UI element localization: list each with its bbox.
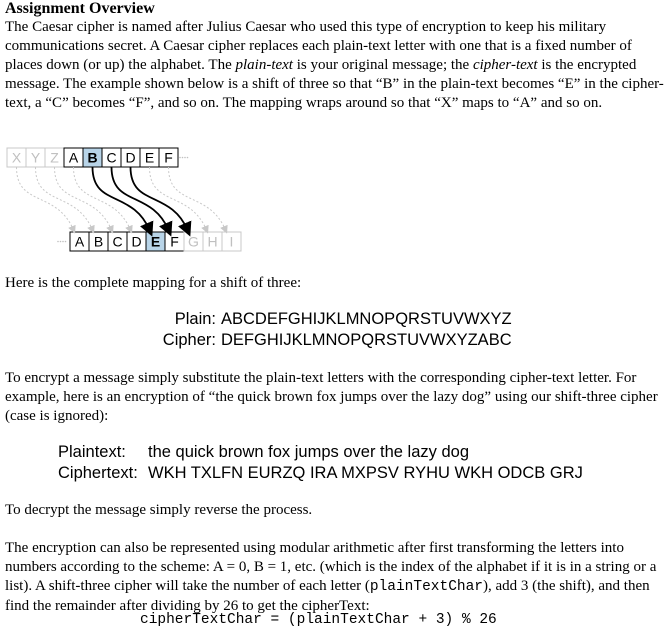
encrypt-paragraph: To encrypt a message simply substitute the plain-text letters with the corresponding cipher-text letter. For example, here is an encryption of “the quick brown fox jumps over the lazy dog” using our shift-three cipher (case is ignored): [5, 370, 658, 424]
shift-arrow [150, 167, 207, 230]
plain-row-letter-c: C [106, 149, 117, 166]
caesar-shift-diagram [5, 146, 275, 258]
plain-row-ellipsis-dot [184, 157, 186, 159]
cipher-row-letter-b: B [93, 233, 104, 250]
cipher-row-letter-f: F [170, 233, 179, 250]
cipher-row-ellipsis-dot [57, 241, 59, 243]
formula: cipherTextChar = (plainTextChar + 3) % 26 [140, 612, 497, 628]
shift-arrow [74, 167, 131, 230]
shift-arrow [17, 167, 74, 230]
shift-arrow [36, 167, 93, 230]
plain-row-letter-y: Y [30, 149, 41, 166]
mapping-intro: Here is the complete mapping for a shift of three: [5, 275, 302, 291]
plain-alphabet: ABCDEFGHIJKLMNOPQRSTUVWXYZ [221, 310, 512, 328]
cipher-row-ellipsis-dot [60, 241, 62, 243]
plain-label: Plain: [174, 310, 216, 328]
ciphertext-label: Ciphertext: [58, 464, 138, 482]
plain-row-letter-a: A [68, 149, 79, 166]
cipher-text-term: cipher-text [472, 57, 538, 73]
cipher-alphabet: DEFGHIJKLMNOPQRSTUVWXYZABC [221, 331, 512, 349]
ciphertext-value: WKH TXLFN EURZQ IRA MXPSV RYHU WKH ODCB GRJ [148, 464, 583, 482]
plain-mapping-row [150, 309, 512, 330]
cipher-row-ellipsis-dot [62, 241, 64, 243]
modular-paragraph: The encryption can also be represented using modular arithmetic after first transforming the letters into numbers according to the scheme: A = 0, B = 1, etc. (which is the index of the alphabet if it is in a string or a list). A shift-three cipher will take the number of each letter (plainTextChar), add 3 (the shift), and then find the remainder after dividing by 26 to get the cipherText: [5, 540, 657, 614]
plaintextchar-code: plainTextChar [369, 579, 483, 595]
ciphertext-row [58, 463, 583, 484]
page-title: Assignment Overview [5, 0, 155, 17]
shift-arrow [131, 167, 188, 230]
shift-arrow [112, 167, 169, 230]
cipher-row-letter-i: I [229, 233, 234, 250]
plaintext-label: Plaintext: [58, 443, 126, 461]
intro-paragraph: The Caesar cipher is named after Julius Caesar who used this type of encryption to keep his military communications secret. A Caesar cipher replaces each plain-text letter with one that is a fixed number of places down (or up) the alphabet. The plain-text is your original message; the cipher-text is the encrypted message. The example shown below is a shift of three so that “B” in the plain-text becomes “E” in the cipher-text, a “C” becomes “F”, and so on. The mapping wraps around so that “X” maps to “A” and so on. [5, 19, 664, 111]
plaintext-row [58, 442, 583, 463]
plain-row-ellipsis-dot [187, 157, 189, 159]
cipher-label: Cipher: [162, 331, 216, 349]
cipher-row-letter-a: A [74, 233, 85, 250]
cipher-row-letter-c: C [112, 233, 123, 250]
encryption-example [58, 442, 583, 484]
shift-arrow [169, 167, 226, 230]
cipher-row-letter-h: H [207, 233, 218, 250]
cipher-mapping-row [150, 330, 512, 351]
plain-row-letter-b: B [87, 149, 98, 166]
plain-row-ellipsis-dot [179, 157, 181, 159]
cipher-row-letter-e: E [150, 233, 161, 250]
cipher-row-letter-d: D [131, 233, 142, 250]
plain-row-ellipsis-dot [182, 157, 184, 159]
plain-row-letter-z: Z [50, 149, 59, 166]
plain-row-letter-e: E [144, 149, 155, 166]
cipher-row-letter-g: G [188, 233, 199, 250]
cipher-row-ellipsis-dot [65, 241, 67, 243]
plain-row-letter-d: D [125, 149, 136, 166]
plain-text-term: plain-text [235, 57, 293, 73]
decrypt-paragraph: To decrypt the message simply reverse the process. [5, 502, 313, 518]
shift-arrow [55, 167, 112, 230]
shift-arrow [93, 167, 150, 230]
shift-mapping [150, 309, 512, 351]
document [5, 0, 667, 628]
plain-row-letter-f: F [164, 149, 173, 166]
plain-row-letter-x: X [11, 149, 22, 166]
plaintext-value: the quick brown fox jumps over the lazy dog [148, 443, 470, 461]
